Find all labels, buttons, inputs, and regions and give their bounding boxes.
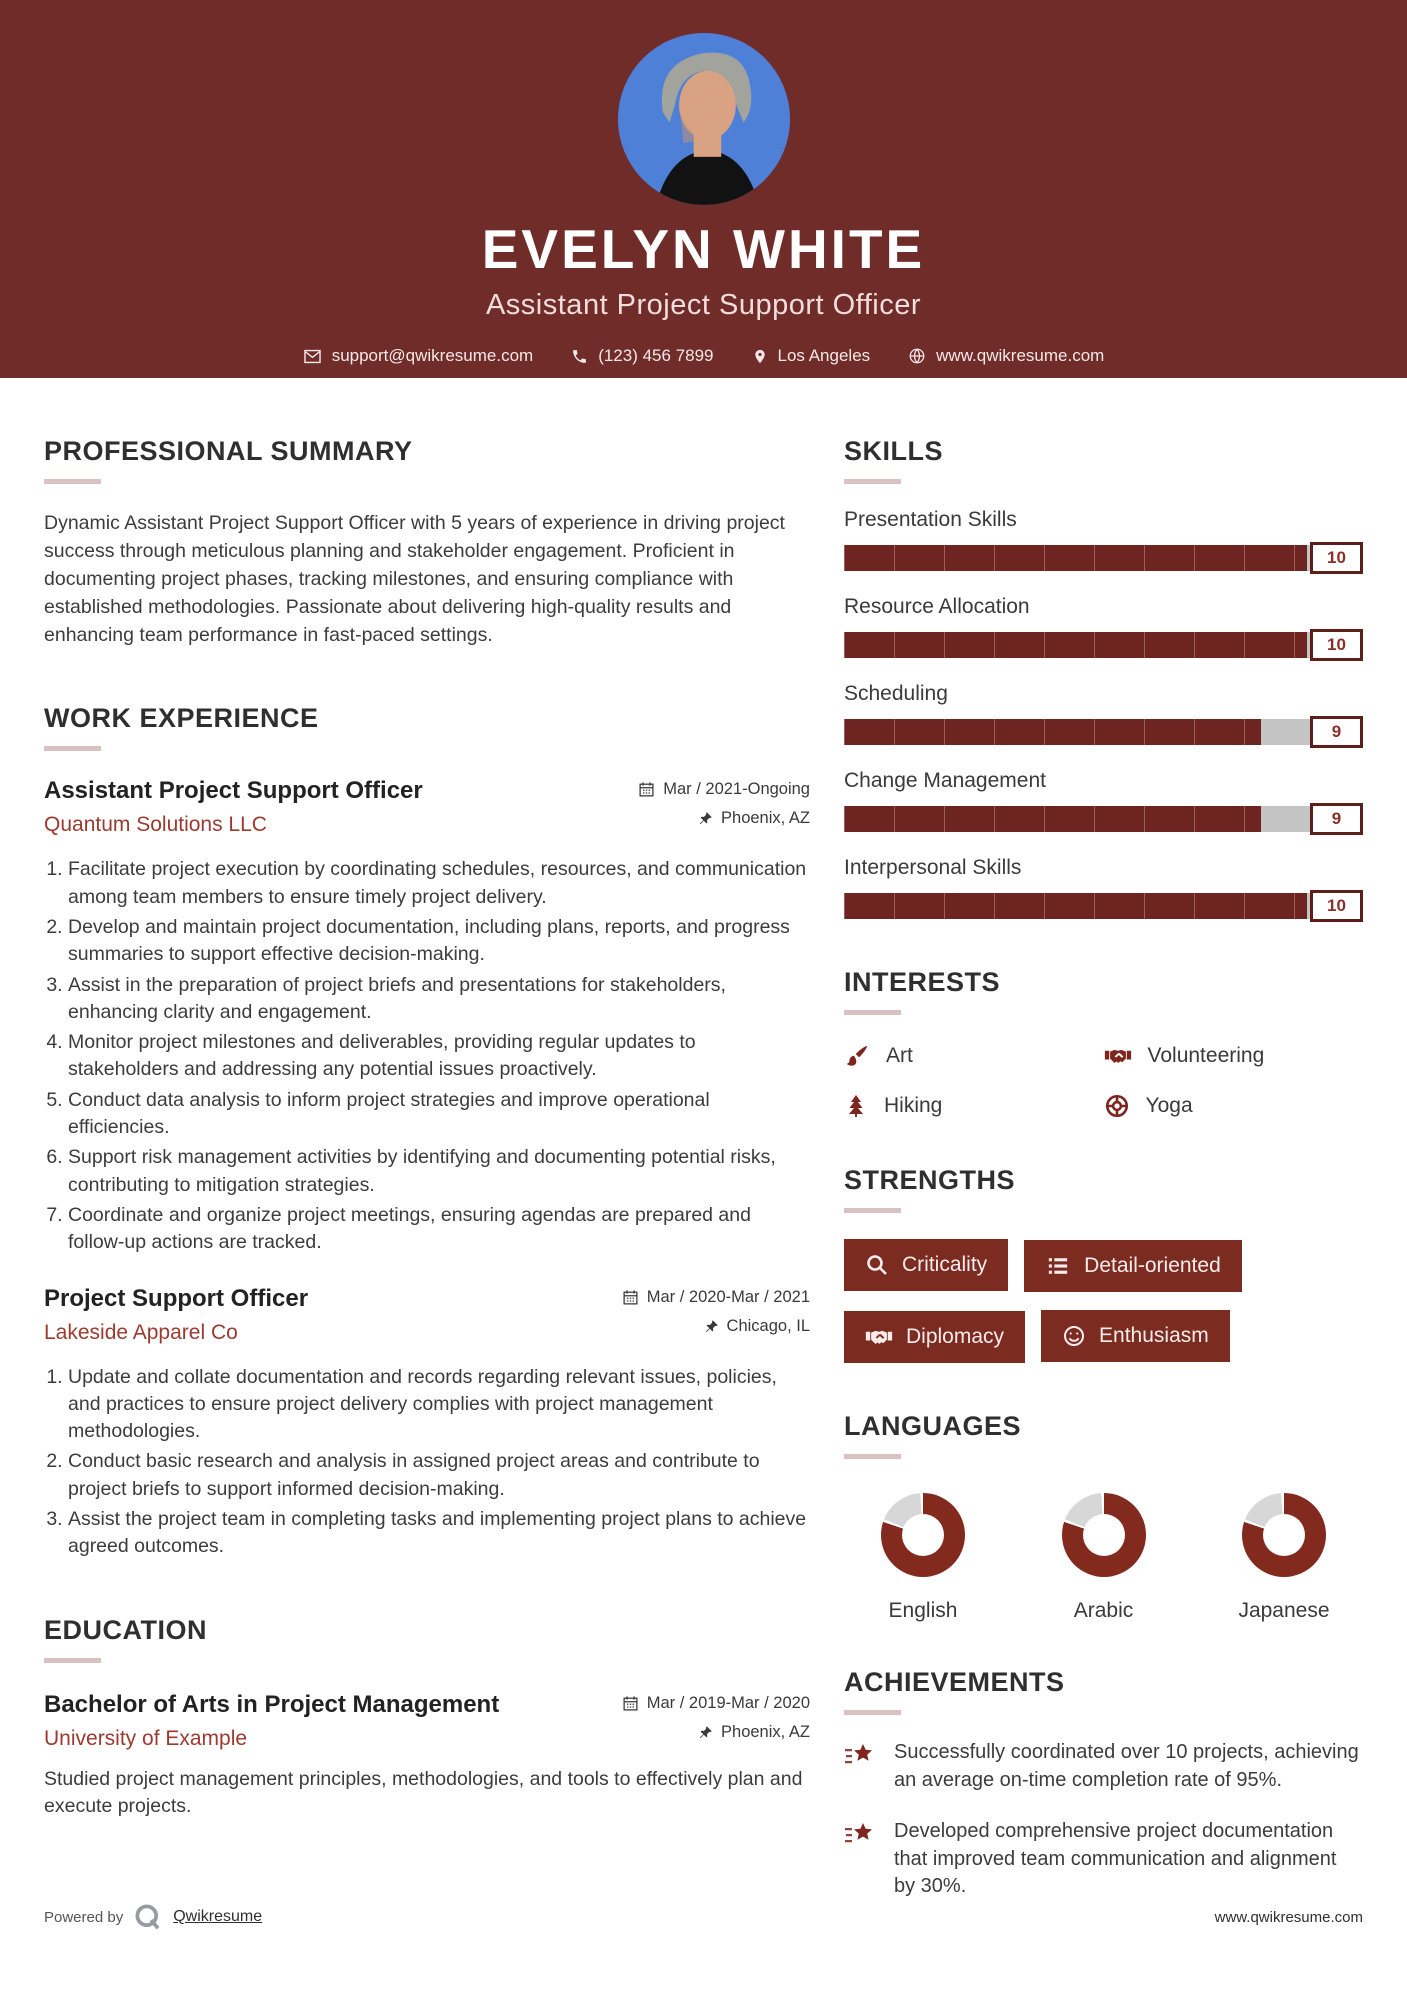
skill-score: 10 (1310, 629, 1363, 661)
contact-location-text: Los Angeles (777, 346, 871, 365)
skill-label: Presentation Skills (844, 508, 1017, 531)
calendar-icon (622, 1289, 639, 1306)
skill-item (844, 769, 1363, 832)
language-item (848, 1493, 998, 1623)
language-label: Japanese (1238, 1599, 1330, 1622)
job-bullet: 2. Conduct basic research and analysis in assigned project areas and contribute to project briefs to support informed decision-making. (68, 1448, 810, 1503)
job-location: Phoenix, AZ (638, 809, 810, 828)
language-item (1209, 1493, 1359, 1623)
languages-heading: LANGUAGES (844, 1411, 1022, 1441)
main-content (0, 378, 1407, 1901)
interest-item (844, 1093, 1104, 1119)
section-work-experience (44, 703, 810, 1560)
interests-container (844, 1043, 1363, 1119)
education-entry (44, 1691, 810, 1822)
education-location-text: Phoenix, AZ (721, 1722, 810, 1741)
skill-bar (844, 545, 1363, 571)
heading-rule (844, 1454, 901, 1459)
skill-bar-fill (844, 806, 1261, 832)
job-bullet: 1. Facilitate project execution by coordinating schedules, resources, and communication among team members to ensure timely project delivery. (68, 856, 810, 911)
section-education (44, 1615, 810, 1822)
skill-score: 10 (1310, 542, 1363, 574)
skill-bar (844, 893, 1363, 919)
strengths-heading: STRENGTHS (844, 1165, 1016, 1195)
qwikresume-link[interactable]: Qwikresume (173, 1908, 263, 1925)
skill-score: 9 (1310, 716, 1363, 748)
language-label: Arabic (1073, 1599, 1134, 1622)
heading-rule (844, 1710, 901, 1715)
shooting-star-icon (844, 1741, 878, 1771)
heading-rule (44, 479, 101, 484)
job-bullet: 1. Update and collate documentation and records regarding relevant issues, policies, and practices to ensure project delivery complies with project management methodologies. (68, 1364, 810, 1446)
profile-photo (618, 33, 790, 205)
strength-badge (844, 1239, 1008, 1291)
skill-bar (844, 719, 1363, 745)
calendar-icon (622, 1695, 639, 1712)
job-entry (44, 1285, 810, 1561)
jobs-container (44, 777, 810, 1560)
job-title: Assistant Project Support Officer (44, 777, 423, 805)
skill-item (844, 595, 1363, 658)
achievement-item (844, 1818, 1363, 1901)
education-description: Studied project management principles, methodologies, and tools to effectively plan and execute projects. (44, 1767, 803, 1818)
strength-label: Enthusiasm (1099, 1324, 1209, 1347)
shooting-star-icon (844, 1820, 878, 1850)
heading-rule (844, 479, 901, 484)
section-achievements (844, 1667, 1363, 1901)
school-name: University of Example (44, 1726, 248, 1750)
interest-label: Hiking (884, 1094, 943, 1117)
heading-rule (44, 1658, 101, 1663)
job-bullet: 6. Support risk management activities by identifying and documenting potential risks, contributing to mitigation strategies. (68, 1144, 810, 1199)
education-dates-text: Mar / 2019-Mar / 2020 (646, 1693, 810, 1712)
job-bullet: 2. Develop and maintain project documentation, including plans, reports, and progress summaries to support effective decision-making. (68, 914, 810, 969)
candidate-title: Assistant Project Support Officer (485, 289, 922, 321)
contact-email (291, 346, 546, 366)
powered-by-label: Powered by (44, 1908, 124, 1926)
job-bullet-list (44, 856, 810, 1256)
qwikresume-logo-icon (133, 1902, 163, 1932)
contact-phone-text: (123) 456 7899 (598, 346, 714, 365)
skill-score: 10 (1310, 890, 1363, 922)
skill-bar-fill (844, 719, 1261, 745)
skill-bar-fill (844, 632, 1307, 658)
wheel-icon (1104, 1093, 1130, 1119)
achievements-container (844, 1739, 1363, 1901)
skill-label: Change Management (844, 769, 1046, 792)
achievements-heading: ACHIEVEMENTS (844, 1667, 1065, 1697)
achievement-item (844, 1739, 1363, 1794)
contact-website-text: www.qwikresume.com (936, 346, 1105, 365)
interest-label: Volunteering (1147, 1044, 1265, 1067)
section-summary (44, 436, 810, 649)
education-location (622, 1723, 810, 1742)
contact-row (0, 346, 1407, 366)
skill-label: Scheduling (844, 682, 948, 705)
languages-container (844, 1493, 1363, 1623)
skill-label: Interpersonal Skills (844, 856, 1022, 879)
skill-item (844, 508, 1363, 571)
interests-heading: INTERESTS (844, 967, 1001, 997)
language-item (1029, 1493, 1179, 1623)
pushpin-icon (698, 810, 713, 827)
education-dates (622, 1694, 810, 1713)
skill-score: 9 (1310, 803, 1363, 835)
contact-website (896, 346, 1116, 366)
pushpin-icon (698, 1724, 713, 1741)
skill-label: Resource Allocation (844, 595, 1030, 618)
job-bullet: 3. Assist the project team in completing tasks and implementing project plans to achieve agreed outcomes. (68, 1506, 810, 1561)
interest-item (1104, 1093, 1364, 1119)
achievement-text: Successfully coordinated over 10 projects, achieving an average on-time completion rate of 95%. (894, 1741, 1359, 1791)
strength-badge (1041, 1310, 1230, 1362)
job-company: Lakeside Apparel Co (44, 1320, 238, 1344)
heading-rule (844, 1208, 901, 1213)
magnifier-icon (865, 1253, 889, 1277)
skill-item (844, 682, 1363, 745)
skills-heading: SKILLS (844, 436, 944, 466)
language-donut-chart (881, 1493, 965, 1577)
degree-title: Bachelor of Arts in Project Management (44, 1690, 500, 1718)
heading-rule (844, 1010, 901, 1015)
job-location: Chicago, IL (622, 1317, 810, 1336)
right-column (844, 378, 1363, 1901)
skill-bar (844, 806, 1363, 832)
job-bullet: 5. Conduct data analysis to inform project strategies and improve operational efficiencies. (68, 1087, 810, 1142)
skill-bar-fill (844, 893, 1307, 919)
contact-email-text: support@qwikresume.com (331, 346, 534, 365)
smiley-icon (1062, 1324, 1086, 1348)
portrait-illustration (618, 33, 790, 205)
globe-icon (908, 347, 926, 365)
job-bullet: 4. Monitor project milestones and deliverables, providing regular updates to stakeholders and addressing any potential issues proactively. (68, 1029, 810, 1084)
envelope-icon (303, 347, 322, 366)
list-icon (1045, 1255, 1071, 1277)
section-skills (844, 436, 1363, 919)
job-entry (44, 777, 810, 1256)
contact-phone (559, 346, 725, 366)
paintbrush-icon (844, 1043, 870, 1069)
job-bullet: 3. Assist in the preparation of project briefs and presentations for stakeholders, enhancing clarity and engagement. (68, 972, 810, 1027)
pushpin-icon (704, 1318, 719, 1335)
heading-rule (44, 746, 101, 751)
strengths-container (844, 1239, 1363, 1381)
tree-icon (844, 1093, 868, 1119)
calendar-icon (638, 781, 655, 798)
map-pin-icon (752, 347, 768, 366)
handshake-icon (865, 1326, 893, 1348)
left-column (44, 378, 810, 1901)
strength-badge (1024, 1240, 1242, 1292)
strength-label: Detail-oriented (1084, 1254, 1221, 1277)
achievement-text: Developed comprehensive project documentation that improved team communication and alignment by 30%. (894, 1820, 1337, 1898)
skills-container (844, 508, 1363, 919)
summary-text: Dynamic Assistant Project Support Officer with 5 years of experience in driving project success through meticulous planning and stakeholder engagement. Proficient in documenting project phases, tracking milestones, and ensuring compliance with established methodologies. Passionate about delivering high-quality results and enhancing team performance in fast-paced settings. (44, 512, 785, 646)
contact-location (740, 346, 883, 366)
footer-website: www.qwikresume.com (1214, 1908, 1363, 1926)
job-dates: Mar / 2021-Ongoing (638, 780, 810, 799)
candidate-name: EVELYN WHITE (481, 218, 926, 280)
summary-heading: PROFESSIONAL SUMMARY (44, 436, 413, 466)
skill-item (844, 856, 1363, 919)
interest-label: Art (886, 1044, 913, 1067)
language-donut-chart (1242, 1493, 1326, 1577)
interest-item (1104, 1043, 1364, 1069)
section-languages (844, 1411, 1363, 1623)
skill-bar-fill (844, 545, 1307, 571)
job-bullet-list (44, 1364, 810, 1561)
interest-label: Yoga (1145, 1094, 1193, 1117)
strength-label: Criticality (902, 1253, 988, 1276)
job-title: Project Support Officer (44, 1284, 309, 1312)
work-heading: WORK EXPERIENCE (44, 703, 319, 734)
strength-badge (844, 1311, 1025, 1363)
language-donut-chart (1062, 1493, 1146, 1577)
education-heading: EDUCATION (44, 1614, 207, 1645)
section-strengths (844, 1165, 1363, 1381)
skill-bar (844, 632, 1363, 658)
language-label: English (888, 1599, 958, 1622)
strength-label: Diplomacy (906, 1325, 1005, 1348)
job-bullet: 7. Coordinate and organize project meetings, ensuring agendas are prepared and follow-up actions are tracked. (68, 1202, 810, 1257)
handshake-icon (1104, 1045, 1132, 1067)
job-dates: Mar / 2020-Mar / 2021 (622, 1288, 810, 1307)
interest-item (844, 1043, 1104, 1069)
header (0, 0, 1407, 378)
job-company: Quantum Solutions LLC (44, 813, 267, 837)
footer (44, 1902, 1363, 1932)
section-interests (844, 967, 1363, 1119)
phone-icon (571, 348, 588, 365)
